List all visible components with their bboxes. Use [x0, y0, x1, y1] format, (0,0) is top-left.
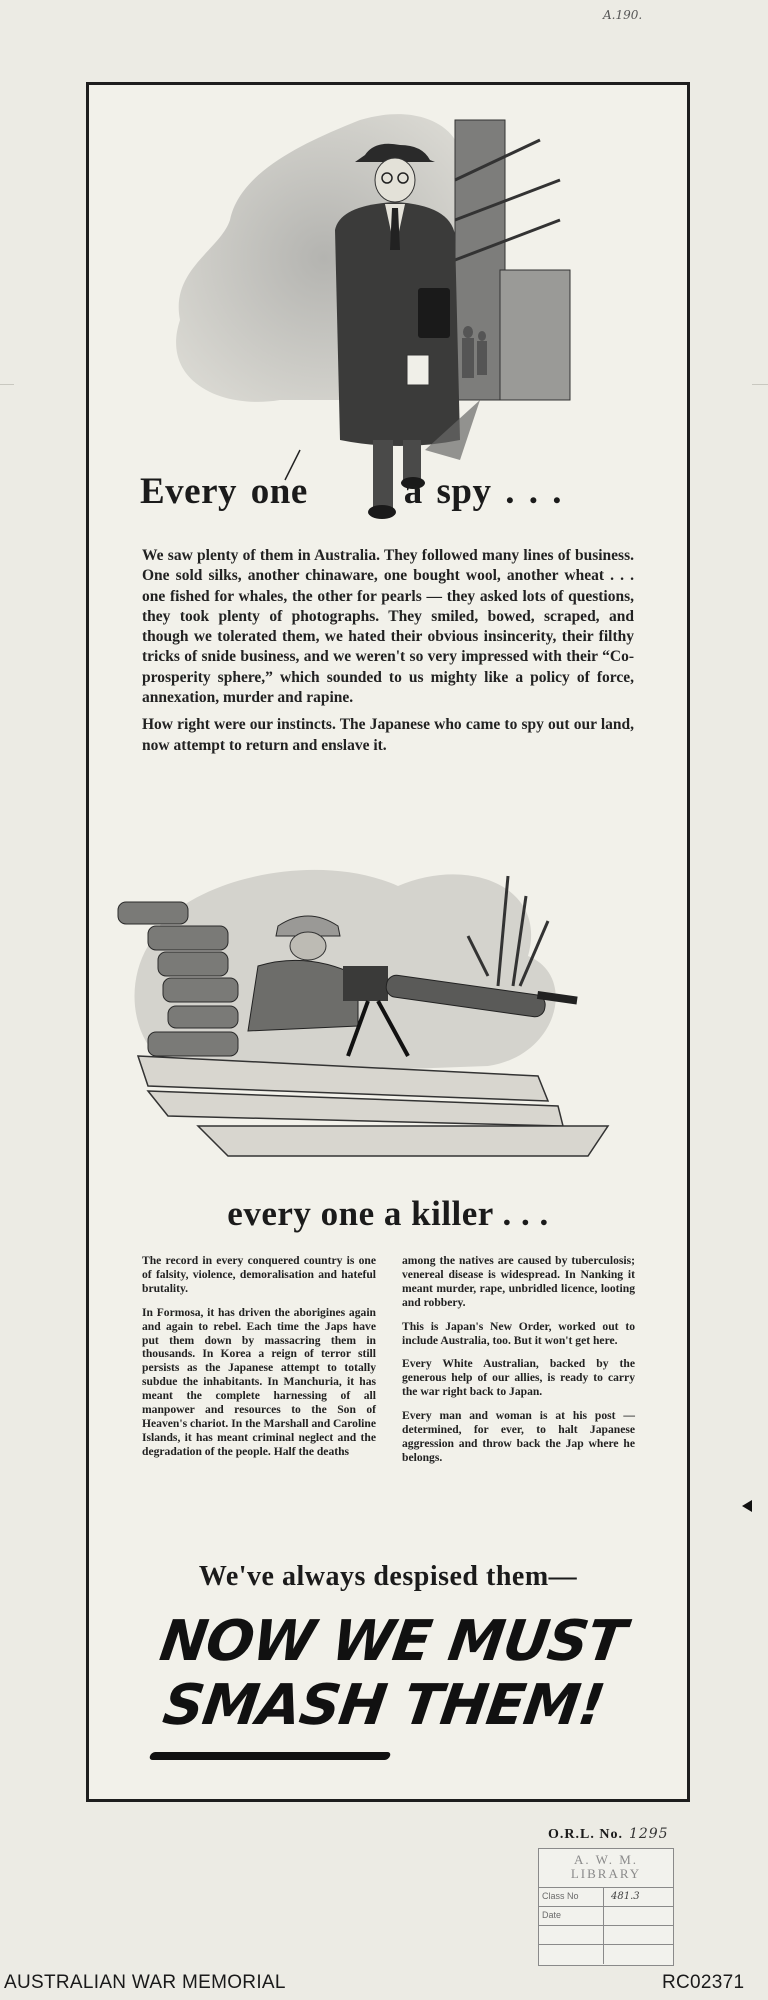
library-title-2: LIBRARY [570, 1866, 642, 1881]
footer-id: RC02371 [662, 1972, 745, 1993]
left-paragraph-1: The record in every conquered country is one of falsity, violence, demoralisation and hateful brutality. [142, 1254, 376, 1295]
slogan-line-1: NOW WE MUST [156, 1609, 630, 1674]
right-paragraph-1: among the natives are caused by tuberculosis; venereal disease is widespread. In Nanking it meant murder, rape, unbridled licence, looting and robbery. [402, 1254, 635, 1309]
fold-mark-right [752, 384, 768, 385]
headline-spy-part-a: Every one [140, 471, 308, 512]
pencil-note: A.190. [603, 8, 643, 22]
orl-label: O.R.L. No. [548, 1827, 623, 1842]
slogan-line-2: SMASH THEM! [159, 1673, 608, 1738]
class-label: Class No [542, 1891, 579, 1901]
right-paragraph-2: This is Japan's New Order, worked out to include Australia, too. But it won't get here. [402, 1319, 635, 1347]
margin-arrow-mark [742, 1500, 752, 1512]
right-paragraph-3: Every White Australian, backed by the generous help of our allies, is ready to carry the war right back to Japan. [402, 1357, 635, 1399]
headline-every-one-a-killer: every one a killer . . . [227, 1194, 549, 1233]
orl-number: 1295 [628, 1826, 669, 1842]
left-paragraph-2: In Formosa, it has driven the aborigines again and again to rebel. Each time the Japs have put them down by massacring them in thousands. In Korea a reign of terror still persists as the Japanese attempt to totally subdue the inhabitants. In Manchuria, it has meant the complete harnessing of all manpower and resources to the Son of Heaven's chariot. In the Marshall and Caroline Islands, it has meant criminal neglect and the degradation of the people. Half the deaths [142, 1305, 376, 1458]
library-row-date [539, 1906, 673, 1926]
slogan [77, 1610, 699, 1738]
library-row-4 [539, 1944, 673, 1964]
machine-gunner-illustration [108, 826, 680, 1182]
right-paragraph-4: Every man and woman is at his post —determined, for ever, to halt Japanese aggression and throw back the Jap where he belongs. [402, 1409, 635, 1464]
date-label: Date [542, 1910, 562, 1920]
despised-line: We've always despised them— [198, 1561, 578, 1592]
class-value: 481.3 [611, 1891, 640, 1902]
column-right [402, 1254, 635, 1475]
headline-spy-part-b: a spy . . . [403, 471, 563, 512]
headline-every-one-a-spy [140, 470, 640, 513]
library-row-class [539, 1887, 673, 1907]
library-title-1: A. W. M. [573, 1852, 639, 1867]
library-row-3 [539, 1925, 673, 1945]
fold-mark-left [0, 384, 14, 385]
intro-text [142, 546, 634, 763]
column-left [142, 1254, 376, 1469]
orl-number-stamp [548, 1826, 669, 1843]
slogan-underline [149, 1752, 392, 1760]
intro-paragraph-2: How right were our instincts. The Japanese who came to spy out our land, now attempt to return and enslave it. [142, 716, 634, 754]
library-stamp [538, 1848, 674, 1966]
footer-credit: AUSTRALIAN WAR MEMORIAL [4, 1972, 286, 1993]
intro-paragraph-1: We saw plenty of them in Australia. They followed many lines of business. One sold silks, another chinaware, one bought wool, another wheat . . . one fished for whales, the other for pearls — they asked lots of questions, they took plenty of photographs. They smiled, bowed, scraped, and though we tolerated them, we hated their obvious insincerity, their filthy tricks of snide business, and we weren't so very impressed with their “Co-prosperity sphere,” which sounded to us mighty like a policy of force, annexation, murder and rapine. [142, 547, 634, 707]
